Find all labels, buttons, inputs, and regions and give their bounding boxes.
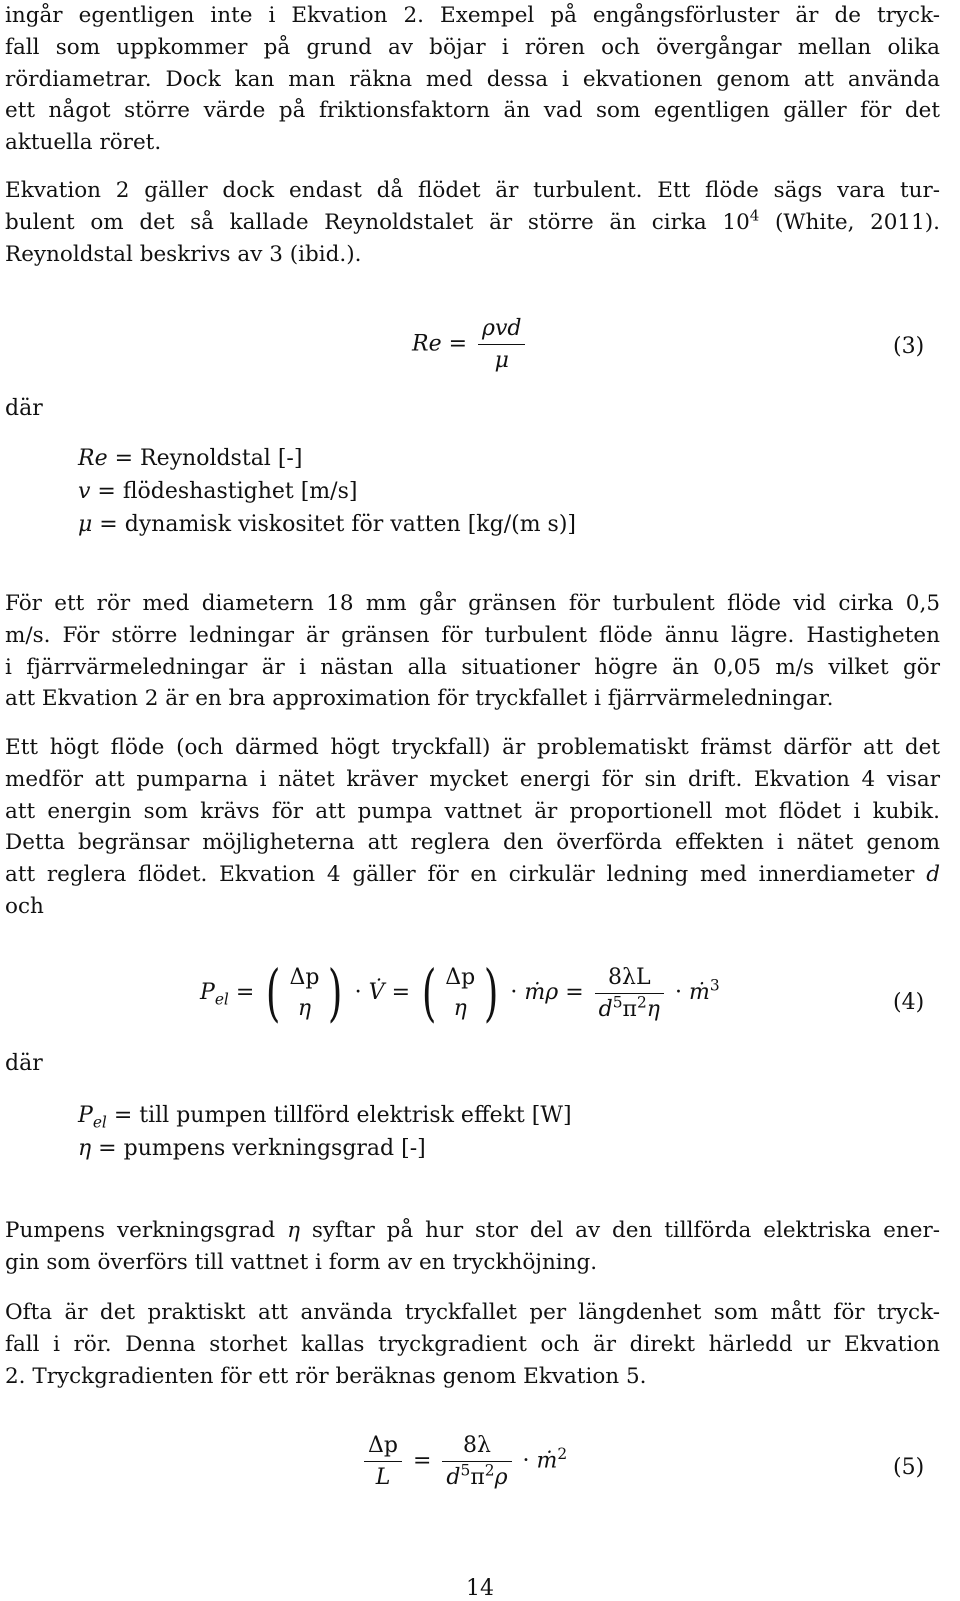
eq4-cdot: · xyxy=(674,980,682,1005)
paragraph-6 xyxy=(5,1297,940,1392)
definition-text: = till pumpen tillförd elektrisk effekt [W] xyxy=(106,1103,572,1128)
paragraph-4 xyxy=(5,732,940,923)
definition-symbol: P xyxy=(78,1103,93,1128)
text-line: Ekvation 2 gäller dock endast då flödet är turbulent. Ett flöde sägs vara tur- xyxy=(5,178,940,203)
paragraph-2 xyxy=(5,175,940,270)
eq4-den-d: d xyxy=(598,996,613,1022)
text-line: och xyxy=(5,893,44,919)
text-line: medför att pumparna i nätet kräver mycket energi för sin drift. Ekvation 4 visar xyxy=(5,766,940,792)
text-fragment: att reglera flödet. Ekvation 4 gäller för en cirkulär ledning med innerdiameter xyxy=(5,862,927,888)
eq4-numerator-3: 8λL xyxy=(608,964,651,990)
eq5-lhs-denominator: L xyxy=(364,1461,402,1490)
eq4-cdot: · xyxy=(510,980,518,1005)
eq4-den-pi: π xyxy=(622,996,637,1022)
eq3-lhs: Re xyxy=(412,331,442,357)
definition-row xyxy=(78,1132,572,1165)
eq4-volume-flow: V̇ xyxy=(368,980,385,1005)
equation-number-4: (4) xyxy=(893,990,925,1015)
eq4-numerator-2: Δp xyxy=(445,965,476,990)
where-label: där xyxy=(5,396,43,421)
text-fragment: Pumpens verkningsgrad xyxy=(5,1218,288,1243)
definition-row xyxy=(78,442,576,475)
text-line: att energin som krävs för att pumpa vattnet är proportionell mot flödet i kubik. xyxy=(5,798,940,824)
definition-text: = pumpens verkningsgrad [-] xyxy=(91,1136,426,1161)
text-line: att Ekvation 2 är en bra approximation för tryckfallet i fjärrvärmeledningar. xyxy=(5,686,834,712)
eq4-mass-flow: ṁ xyxy=(688,980,710,1005)
text-line: Reynoldstal beskrivs av 3 (ibid.). xyxy=(5,241,362,267)
eq5-rhs-numerator: 8λ xyxy=(462,1433,491,1458)
text-line: 2. Tryckgradienten för ett rör beräknas genom Ekvation 5. xyxy=(5,1363,647,1389)
eq4-denominator-3 xyxy=(595,993,664,1022)
eq4-equals: = xyxy=(235,980,255,1005)
text-line: Ofta är det praktiskt att använda tryckfallet per längdenhet som mått för tryck- xyxy=(5,1300,940,1325)
page-number: 14 xyxy=(466,1576,494,1601)
eq4-den-exp2: 2 xyxy=(636,993,647,1012)
eq4-equals: = xyxy=(391,980,410,1005)
eq4-fraction-3 xyxy=(595,965,664,1022)
definitions-eq3 xyxy=(78,442,576,541)
eq4-power-subscript: el xyxy=(214,990,229,1009)
definition-symbol: v xyxy=(78,479,91,504)
text-fragment: syftar på hur stor del av den tillförda elektriska ener- xyxy=(299,1218,941,1243)
eq4-numerator-1: Δp xyxy=(289,965,320,990)
definition-text: = dynamisk viskositet för vatten [kg/(m s)] xyxy=(92,512,577,537)
definition-row xyxy=(78,475,576,508)
eq3-denominator: μ xyxy=(478,344,525,373)
text-line: m/s. För större ledningar är gränsen för turbulent flöde ännu lägre. Hastigheten xyxy=(5,622,940,648)
equation-number-3: (3) xyxy=(893,334,925,359)
equation-number-5: (5) xyxy=(893,1455,925,1480)
eq5-cdot: · xyxy=(522,1448,530,1474)
eq5-den-pi: π xyxy=(470,1465,485,1490)
definitions-eq4 xyxy=(78,1099,572,1165)
eq5-den-exp2: 2 xyxy=(484,1461,495,1480)
eq5-square: 2 xyxy=(557,1445,568,1464)
eq4-fraction-1 xyxy=(285,965,323,1021)
eq4-power: P xyxy=(200,980,215,1005)
right-paren-icon: ) xyxy=(484,956,499,1029)
definition-row xyxy=(78,1099,572,1132)
eq5-den-d: d xyxy=(446,1465,461,1490)
definition-symbol: Re xyxy=(78,446,108,471)
definition-symbol: η xyxy=(78,1136,92,1161)
eq5-equals: = xyxy=(412,1448,432,1474)
eq4-den-exp5: 5 xyxy=(612,993,623,1012)
text-line: fall som uppkommer på grund av böjar i rören och övergångar mellan olika xyxy=(5,34,940,60)
definition-text: = flödeshastighet [m/s] xyxy=(90,479,358,504)
eq4-cdot: · xyxy=(354,980,362,1005)
eq5-mass-flow: ṁ xyxy=(536,1448,558,1474)
equation-5 xyxy=(360,1433,567,1490)
text-line: Detta begränsar möjligheterna att reglera den överförda effekten i nätet genom xyxy=(5,830,940,856)
text-line xyxy=(5,207,940,239)
definition-subscript: el xyxy=(92,1113,107,1132)
paragraph-5 xyxy=(5,1215,940,1279)
eq3-fraction xyxy=(478,316,525,373)
text-fragment: bulent om det så kallade Reynoldstalet är större än cirka 10 xyxy=(5,209,750,235)
eq4-denominator-2: η xyxy=(453,996,467,1021)
left-paren-icon: ( xyxy=(421,956,437,1029)
text-line: fall i rör. Denna storhet kallas tryckgradient och är direkt härledd ur Ekvation xyxy=(5,1331,940,1357)
text-line: aktuella röret. xyxy=(5,130,162,156)
eq3-equals: = xyxy=(448,331,468,357)
definition-row xyxy=(78,508,576,541)
text-line: Ett högt flöde (och därmed högt tryckfall) är problematiskt främst därför att det xyxy=(5,735,940,760)
right-paren-icon: ) xyxy=(328,956,343,1029)
equation-3 xyxy=(412,316,529,373)
paragraph-3 xyxy=(5,588,940,715)
eq5-rhs-denominator xyxy=(442,1461,511,1490)
text-line: ingår egentligen inte i Ekvation 2. Exempel på engångsförluster är de tryck- xyxy=(5,3,940,28)
paragraph-1 xyxy=(5,0,940,159)
text-line: rördiametrar. Dock kan man räkna med dessa i ekvationen genom att använda xyxy=(5,66,940,92)
text-line xyxy=(5,1215,940,1247)
variable-eta: η xyxy=(287,1218,300,1243)
text-line: gin som överförs till vattnet i form av en tryckhöjning. xyxy=(5,1249,598,1275)
text-line: För ett rör med diametern 18 mm går gränsen för turbulent flöde vid cirka 0,5 xyxy=(5,591,940,616)
eq4-equals: = xyxy=(565,980,584,1005)
variable-d: d xyxy=(926,862,940,888)
eq4-mass-flow-density: ṁρ xyxy=(524,980,559,1005)
where-label: där xyxy=(5,1051,43,1076)
eq4-cube: 3 xyxy=(709,976,720,995)
eq5-den-rho: ρ xyxy=(494,1465,508,1490)
left-paren-icon: ( xyxy=(266,956,281,1029)
definition-symbol: μ xyxy=(78,512,93,537)
equation-4 xyxy=(200,956,720,1029)
eq5-rhs-fraction xyxy=(442,1433,511,1490)
text-line xyxy=(5,859,940,891)
eq5-den-exp5: 5 xyxy=(460,1461,471,1480)
definition-text: = Reynoldstal [-] xyxy=(107,446,303,471)
eq5-lhs-fraction xyxy=(364,1433,402,1490)
eq4-fraction-2 xyxy=(441,965,479,1021)
text-fragment: (White, 2011). xyxy=(759,209,941,235)
exponent: 4 xyxy=(749,206,760,225)
eq4-den-eta: η xyxy=(646,996,660,1022)
eq5-lhs-numerator: Δp xyxy=(368,1433,398,1458)
text-line: ett något större värde på friktionsfaktorn än vad som egentligen gäller för det xyxy=(5,98,940,124)
eq3-numerator: ρvd xyxy=(482,316,522,341)
text-line: i fjärrvärmeledningar är i nästan alla situationer högre än 0,05 m/s vilket gör xyxy=(5,654,940,680)
eq4-denominator-1: η xyxy=(297,996,312,1021)
